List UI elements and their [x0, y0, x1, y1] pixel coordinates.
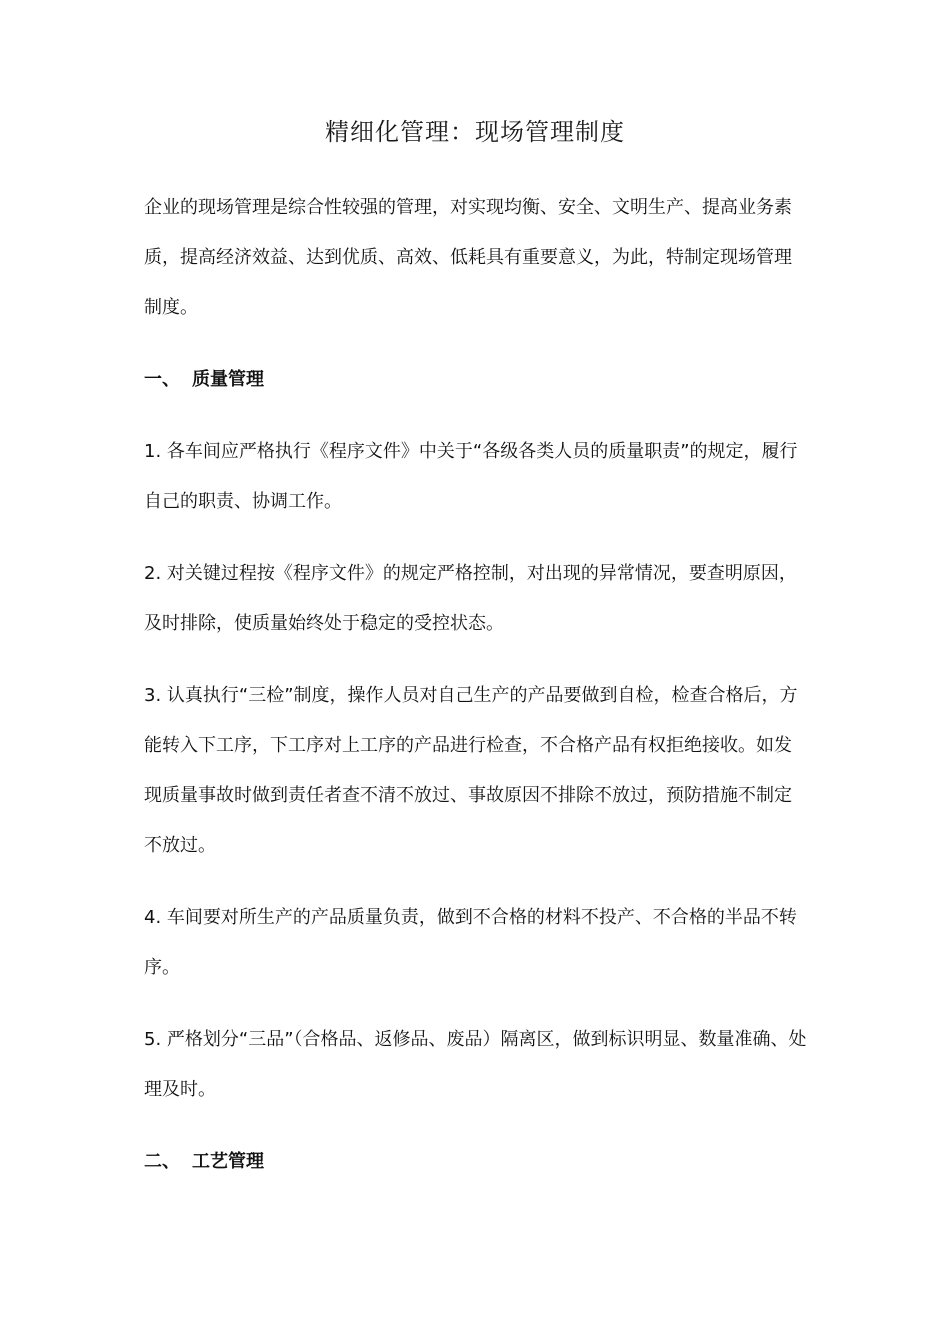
intro-paragraph: 企业的现场管理是综合性较强的管理，对实现均衡、安全、文明生产、提高业务素质，提高经济效益、达到优质、高效、低耗具有重要意义，为此，特制定现场管理制度。 — [144, 197, 792, 318]
document-title: 精细化管理：现场管理制度 — [325, 118, 625, 146]
list-item: 4. 车间要对所生产的产品质量负责，做到不合格的材料不投产、不合格的半品不转序。 — [144, 907, 797, 978]
section-number: 一、 — [144, 369, 180, 390]
section-heading-quality — [144, 355, 264, 405]
section-number: 二、 — [144, 1151, 180, 1172]
list-item: 3. 认真执行“三检”制度，操作人员对自己生产的产品要做到自检，检查合格后，方能转入下工序，下工序对上工序的产品进行检查，不合格产品有权拒绝接收。如发现质量事故时做到责任者查不清不放过、事故原因不排除不放过，预防措施不制定不放过。 — [144, 685, 798, 856]
section-heading-process — [144, 1137, 264, 1187]
section-title: 工艺管理 — [192, 1151, 264, 1172]
list-item: 2. 对关键过程按《程序文件》的规定严格控制，对出现的异常情况，要查明原因，及时排除，使质量始终处于稳定的受控状态。 — [144, 563, 797, 634]
list-item: 5. 严格划分“三品”（合格品、返修品、废品）隔离区，做到标识明显、数量准确、处理及时。 — [144, 1029, 807, 1100]
section-title: 质量管理 — [192, 369, 264, 390]
list-item: 1. 各车间应严格执行《程序文件》中关于“各级各类人员的质量职责”的规定，履行自己的职责、协调工作。 — [144, 441, 798, 512]
